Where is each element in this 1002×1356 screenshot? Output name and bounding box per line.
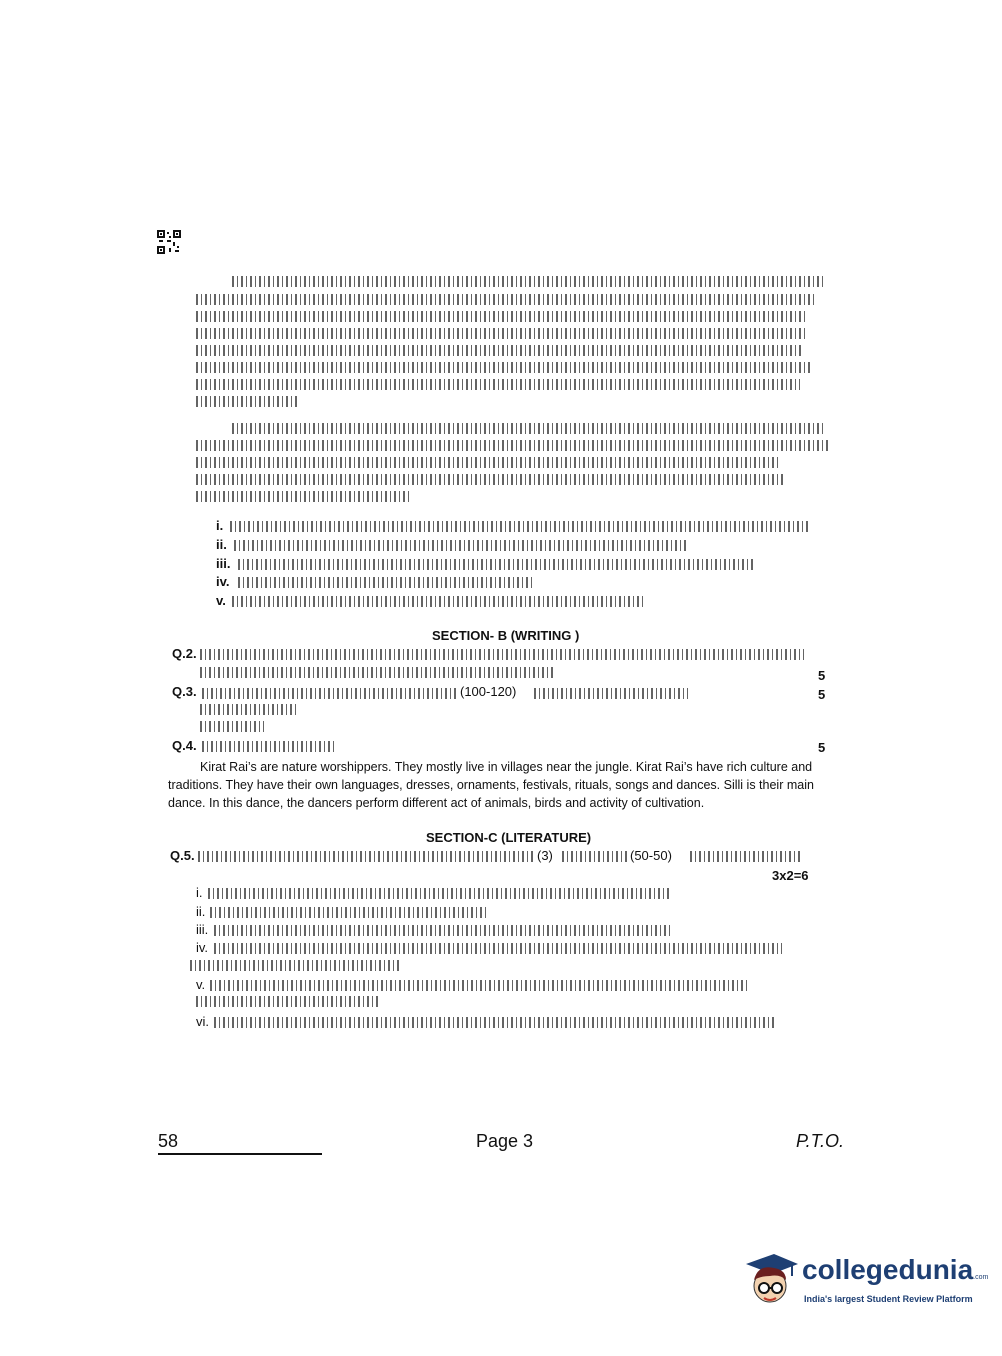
question-3-number: Q.3. bbox=[172, 684, 197, 699]
question-2-number: Q.2. bbox=[172, 646, 197, 661]
question-4-marks: 5 bbox=[818, 740, 826, 755]
question-5-marks: 3x2=6 bbox=[772, 868, 809, 883]
brand-suffix: .com bbox=[973, 1274, 989, 1281]
passage-question-number: ii. bbox=[216, 537, 227, 552]
question-2-marks: 5 bbox=[818, 668, 826, 683]
question-5-number: Q.5. bbox=[170, 848, 195, 863]
question-4-number: Q.4. bbox=[172, 738, 197, 753]
section-b-title: SECTION- B (WRITING ) bbox=[432, 628, 580, 643]
brand-name: collegedunia bbox=[802, 1254, 974, 1285]
passage-question-number: v. bbox=[216, 593, 226, 608]
passage-question-number: iv. bbox=[216, 574, 230, 589]
passage-question-number: i. bbox=[216, 518, 224, 533]
section-c-title: SECTION-C (LITERATURE) bbox=[426, 830, 592, 845]
literature-question-number: i. bbox=[196, 885, 203, 900]
question-3-marks: 5 bbox=[818, 687, 826, 702]
question-3-word-range: (100-120) bbox=[460, 684, 517, 699]
mascot-icon bbox=[740, 1250, 802, 1310]
literature-question-number: ii. bbox=[196, 904, 206, 919]
qr-code bbox=[157, 230, 181, 254]
brand-logo bbox=[740, 1250, 989, 1310]
footer-underline bbox=[158, 1153, 322, 1155]
literature-question-number: iii. bbox=[196, 922, 209, 937]
literature-question-number: vi. bbox=[196, 1014, 209, 1029]
passage-question-number: iii. bbox=[216, 556, 231, 571]
page-left-number: 58 bbox=[158, 1131, 179, 1151]
question-5-word-range: (50-50) bbox=[630, 848, 672, 863]
page-number: Page 3 bbox=[476, 1131, 534, 1151]
pto-label: P.T.O. bbox=[796, 1131, 845, 1151]
literature-question-number: iv. bbox=[196, 940, 209, 955]
brand-tagline: India's largest Student Review Platform bbox=[804, 1294, 973, 1304]
literature-question-number: v. bbox=[196, 977, 206, 992]
question-5-count: (3) bbox=[537, 848, 553, 863]
translation-passage: Kirat Rai’s are nature worshippers. They mostly live in villages near the jungle. Kirat Rai’s have rich culture and traditions. They have their own languages, dresses, ornaments, festivals, rituals, songs and dances. Silli is their main dance. In this dance, the dancers perform different act of animals, birds and activity of cultivation. bbox=[168, 760, 814, 810]
